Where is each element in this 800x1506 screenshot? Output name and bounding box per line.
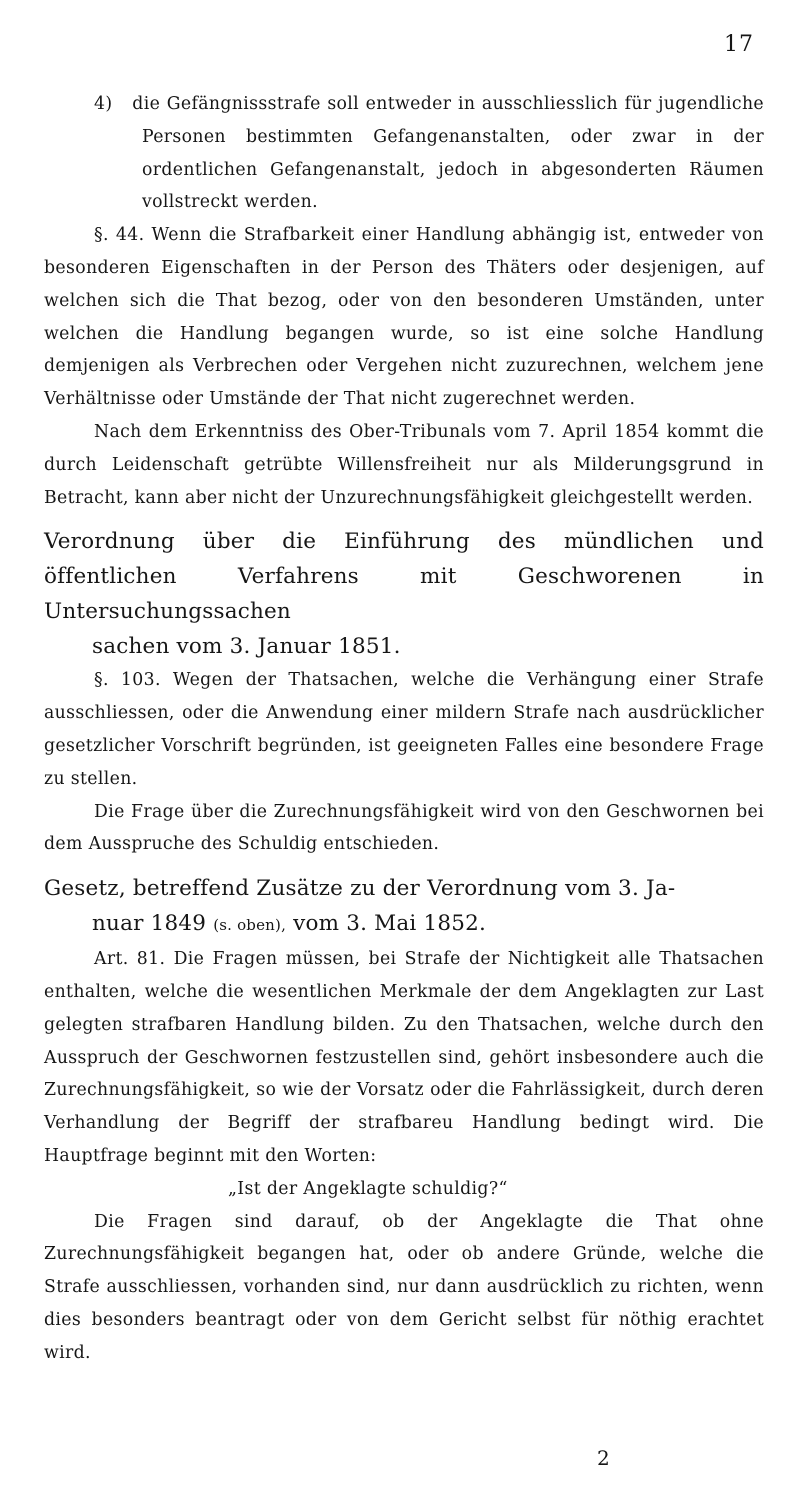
section-marker: §. 44.: [94, 225, 145, 246]
heading-text-last-line: sachen vom 3. Januar 1851.: [92, 634, 401, 660]
heading-part: nuar 1849: [92, 911, 214, 937]
heading-gesetz: [44, 871, 764, 943]
item-text: die Gefängnissstrafe soll entweder in ausschliesslich für jugendliche Personen bestimmten Gefangenanstalten, oder zwar in der ordentlichen Gefangenanstalt, jedoch in abgesonderten Räumen vollstreckt werden.: [132, 94, 765, 213]
page-number: 17: [724, 32, 754, 57]
paragraph-text: Wegen der Thatsachen, welche die Verhängung einer Strafe ausschliessen, oder die Anwendung einer mildern Strafe nach ausdrücklicher gesetzlicher Vorschrift begründen, ist geeigneten Falles eine besondere Frage zu stellen.: [44, 670, 765, 789]
heading-part: vom 3. Mai 1852.: [286, 911, 487, 937]
signature-mark: 2: [597, 1446, 610, 1470]
heading-text: Gesetz, betreffend Zusätze zu der Verordnung vom 3. Ja-: [44, 876, 676, 902]
item-number: 4): [94, 94, 113, 114]
paragraph-section-103: [44, 664, 764, 795]
quoted-question: „Ist der Angeklagte schuldig?“: [228, 1178, 508, 1199]
page-body: [44, 88, 764, 1370]
heading-reference: (s. oben),: [213, 916, 287, 935]
article-label: Art. 81.: [94, 949, 166, 970]
paragraph-zurechnungsfrage: Die Frage über die Zurechnungsfähigkeit wird von den Geschwornen bei dem Ausspruche des Schuldig entschieden.: [44, 801, 764, 855]
paragraph-section-44: [44, 219, 764, 416]
section-marker: §. 103.: [94, 670, 161, 691]
paragraph-text: Die Fragen müssen, bei Strafe der Nichtigkeit alle Thatsachen enthalten, welche die wesentlichen Merkmale der dem Angeklagten zur Last gelegten strafbaren Handlung bilden. Zu den Thatsachen, welche durch den Ausspruch der Geschwornen festzustellen sind, gehört insbesondere auch die Zurechnungsfähigkeit, so wie der Vorsatz oder die Fahrlässigkeit, durch deren Verhandlung der Begriff der strafbareu Handlung bedingt wird. Die Hauptfrage beginnt mit den Worten:: [44, 949, 764, 1166]
paragraph-article-81: [44, 943, 764, 1173]
paragraph-final: Die Fragen sind darauf, ob der Angeklagte die That ohne Zurechnungsfähigkeit begangen hat, oder ob andere Gründe, welche die Strafe ausschliessen, vorhanden sind, nur dann ausdrücklich zu richten, wenn dies besonders beantragt oder von dem Gericht selbst für nöthig erachtet wird.: [44, 1211, 764, 1363]
heading-text: Verordnung über die Einführung des mündlichen und öffentlichen Verfahrens mit Geschworenen in Untersuchungssachen: [44, 529, 764, 625]
heading-verordnung: [44, 524, 764, 664]
heading-text-second-line: [44, 906, 764, 943]
list-item-4: [44, 88, 764, 219]
paragraph-tribunal-ruling: Nach dem Erkenntniss des Ober-Tribunals vom 7. April 1854 kommt die durch Leidenschaft getrübte Willensfreiheit nur als Milderungsgrund in Betracht, kann aber nicht der Unzurechnungsfähigkeit gleichgestellt werden.: [44, 421, 764, 508]
paragraph-text: Wenn die Strafbarkeit einer Handlung abhängig ist, entweder von besonderen Eigenschaften in der Person des Thäters oder desjenigen, auf welchen sich die That bezog, oder von den besonderen Umständen, unter welchen die Handlung begangen wurde, so ist eine solche Handlung demjenigen als Verbrechen oder Vergehen nicht zuzurechnen, welchem jene Verhältnisse oder Umstände der That nicht zugerechnet werden.: [44, 225, 765, 410]
